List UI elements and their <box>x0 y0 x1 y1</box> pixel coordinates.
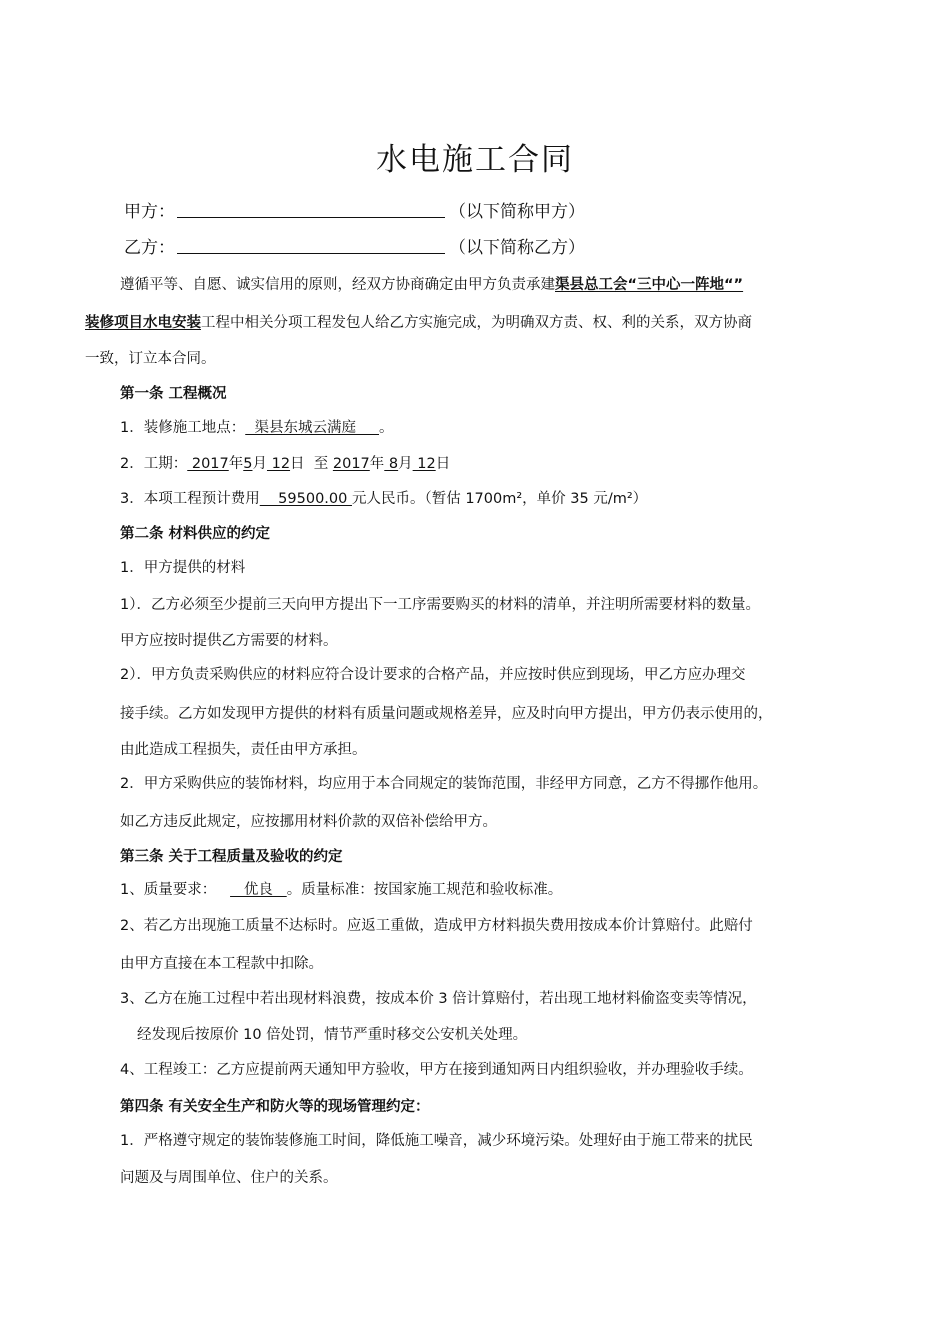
end-month: 8 <box>384 456 399 472</box>
month-char: 月 <box>252 456 267 472</box>
day-char: 日 <box>290 456 305 472</box>
cost-label: 3．本项工程预计费用 <box>120 491 260 507</box>
intro-text-2: 工程中相关分项工程发包人给乙方实施完成，为明确双方责、权、利的关系，双方协商 <box>201 315 752 331</box>
project-name-part-1: 渠县总工会“三中心一阵地“” <box>555 277 744 293</box>
work-location-line <box>120 418 394 438</box>
s2-item-2-line-2: 如乙方违反此规定，应按挪用材料价款的双倍补偿给甲方。 <box>120 814 497 830</box>
s4-item-1-line-2: 问题及与周围单位、住户的关系。 <box>120 1170 338 1186</box>
party-b-blank[interactable] <box>177 237 445 254</box>
s2-item-2-line-1: 2．甲方采购供应的装饰材料，均应用于本合同规定的装饰范围，非经甲方同意，乙方不得挪作他用。 <box>120 776 768 792</box>
section-4-heading: 第四条 有关安全生产和防火等的现场管理约定： <box>120 1099 430 1115</box>
year-char: 年 <box>369 456 385 472</box>
work-period-label: 2．工期： <box>120 456 188 472</box>
cost-suffix: 元人民币。（暂估 1700m²，单价 35 元/m²） <box>351 491 648 507</box>
intro-line-3: 一致，订立本合同。 <box>85 351 216 367</box>
s2-item-1: 1．甲方提供的材料 <box>120 560 246 576</box>
party-a-blank[interactable] <box>177 201 445 218</box>
s3-item-2-line-1: 2、若乙方出现施工质量不达标时。应返工重做，造成甲方材料损失费用按成本价计算赔付。此赔付 <box>120 918 753 934</box>
s3-item-2-line-2: 由甲方直接在本工程款中扣除。 <box>120 956 323 972</box>
document-title: 水电施工合同 <box>376 142 574 178</box>
end-year: 2017 <box>332 456 370 472</box>
to-word: 至 <box>313 456 329 472</box>
s2-item-1-2-line-3: 由此造成工程损失，责任由甲方承担。 <box>120 742 367 758</box>
s2-item-1-2-line-1: 2）．甲方负责采购供应的材料应符合设计要求的合格产品，并应按时供应到现场，甲乙方应办理交 <box>120 667 746 683</box>
cost-line <box>120 489 647 509</box>
section-1-heading: 第一条 工程概况 <box>120 386 227 402</box>
s2-item-1-1-line-2: 甲方应按时提供乙方需要的材料。 <box>120 633 338 649</box>
party-b-label: 乙方： <box>124 238 175 258</box>
start-month: 5 <box>243 456 253 472</box>
section-3-heading: 第三条 关于工程质量及验收的约定 <box>120 849 343 865</box>
party-a-note: （以下简称甲方） <box>449 202 585 222</box>
work-period-line <box>120 454 450 474</box>
party-a-label: 甲方： <box>124 202 175 222</box>
work-location-label: 1．装修施工地点： <box>120 420 246 436</box>
s2-item-1-2-line-2: 接手续。乙方如发现甲方提供的材料有质量问题或规格差异，应及时向甲方提出，甲方仍表示使用的， <box>120 706 773 722</box>
year-char: 年 <box>228 456 244 472</box>
section-2-heading: 第二条 材料供应的约定 <box>120 526 271 542</box>
day-char: 日 <box>435 456 451 472</box>
intro-text-1: 遵循平等、自愿、诚实信用的原则，经双方协商确定由甲方负责承建 <box>120 277 555 293</box>
s3-item-3-line-1: 3、乙方在施工过程中若出现材料浪费，按成本价 3 倍计算赔付，若出现工地材料偷盗变卖等情况， <box>120 991 757 1007</box>
cost-value: 59500.00 <box>259 491 352 507</box>
month-char: 月 <box>398 456 413 472</box>
s2-item-1-1-line-1: 1）．乙方必须至少提前三天向甲方提出下一工序需要购买的材料的清单，并注明所需要材料的数量。 <box>120 597 760 613</box>
intro-line-1 <box>120 275 743 295</box>
start-day: 12 <box>266 456 291 472</box>
quality-line <box>120 880 562 900</box>
party-b-note: （以下简称乙方） <box>449 238 585 258</box>
work-location-value: 渠县东城云满庭 <box>245 420 379 436</box>
intro-line-2 <box>85 313 752 333</box>
project-name-part-2: 装修项目水电安装 <box>85 315 201 331</box>
s4-item-1-line-1: 1．严格遵守规定的装饰装修施工时间，降低施工噪音，减少环境污染。处理好由于施工带来的扰民 <box>120 1133 753 1149</box>
work-location-suffix: 。 <box>379 420 394 436</box>
party-a-line <box>124 201 585 222</box>
end-day: 12 <box>412 456 436 472</box>
party-b-line <box>124 237 585 258</box>
quality-label: 1、质量要求： <box>120 882 231 898</box>
s3-item-4: 4、工程竣工：乙方应提前两天通知甲方验收，甲方在接到通知两日内组织验收，并办理验收手续。 <box>120 1062 753 1078</box>
start-year: 2017 <box>187 456 229 472</box>
quality-value: 优良 <box>230 882 287 898</box>
s3-item-3-line-2: 经发现后按原价 10 倍处罚，情节严重时移交公安机关处理。 <box>137 1027 528 1043</box>
quality-suffix: 。质量标准：按国家施工规范和验收标准。 <box>286 882 563 898</box>
